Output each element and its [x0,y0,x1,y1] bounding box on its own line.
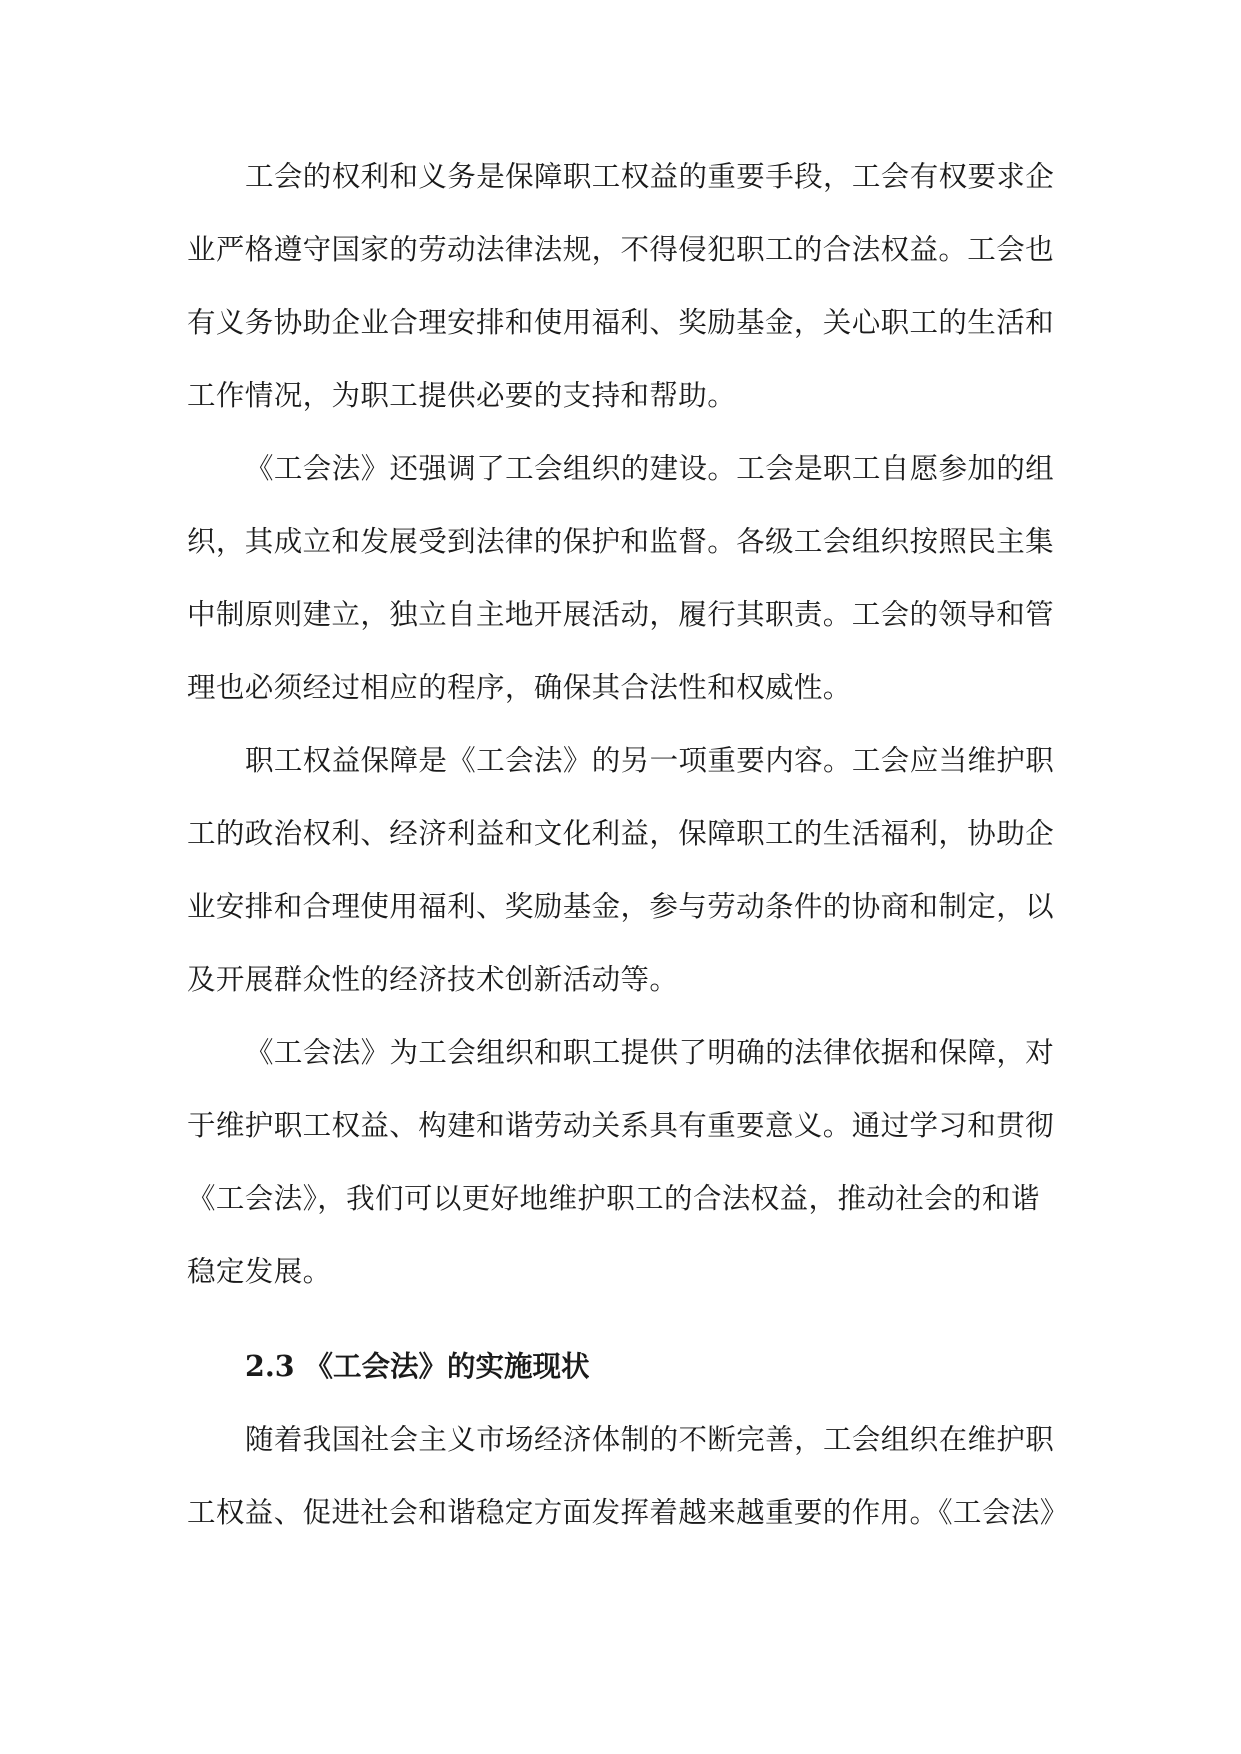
paragraph-line: 职工权益保障是《工会法》的另一项重要内容。工会应当维护职 [245,744,1055,777]
section-spacer [187,1308,1055,1330]
paragraph-line: 业严格遵守国家的劳动法律法规，不得侵犯职工的合法权益。工会也 [187,233,1055,266]
paragraph-line: 于维护职工权益、构建和谐劳动关系具有重要意义。通过学习和贯彻 [187,1109,1055,1142]
paragraph-line: 有义务协助企业合理安排和使用福利、奖励基金，关心职工的生活和 [187,306,1055,339]
document-body [187,140,1069,1549]
paragraph-line: 随着我国社会主义市场经济体制的不断完善，工会组织在维护职 [245,1423,1055,1456]
paragraph-worker-rights [187,724,1055,1016]
paragraph-line: 工的政治权利、经济利益和文化利益，保障职工的生活福利，协助企 [187,817,1055,850]
paragraph-implementation-status [187,1403,1069,1549]
paragraph-line: 《工会法》为工会组织和职工提供了明确的法律依据和保障，对 [245,1036,1055,1069]
paragraph-line: 织，其成立和发展受到法律的保护和监督。各级工会组织按照民主集 [187,525,1055,558]
paragraph-law-significance [187,1016,1055,1308]
section-heading: 2.3 《工会法》的实施现状 [245,1349,590,1383]
paragraph-line: 稳定发展。 [187,1255,332,1288]
paragraph-line: 业安排和合理使用福利、奖励基金，参与劳动条件的协商和制定，以 [187,890,1055,923]
paragraph-line: 及开展群众性的经济技术创新活动等。 [187,963,679,996]
paragraph-line: 中制原则建立，独立自主地开展活动，履行其职责。工会的领导和管 [187,598,1055,631]
paragraph-line: 理也必须经过相应的程序，确保其合法性和权威性。 [187,671,852,704]
paragraph-line: 《工会法》还强调了工会组织的建设。工会是职工自愿参加的组 [245,452,1055,485]
paragraph-line: 《工会法》，我们可以更好地维护职工的合法权益，推动社会的和谐 [187,1182,1040,1215]
paragraph-union-organization [187,432,1055,724]
paragraph-line: 工会的权利和义务是保障职工权益的重要手段，工会有权要求企 [245,160,1055,193]
paragraph-union-rights-duties [187,140,1055,432]
paragraph-line: 工作情况，为职工提供必要的支持和帮助。 [187,379,737,412]
paragraph-line: 工权益、促进社会和谐稳定方面发挥着越来越重要的作用。《工会法》 [187,1496,1069,1529]
